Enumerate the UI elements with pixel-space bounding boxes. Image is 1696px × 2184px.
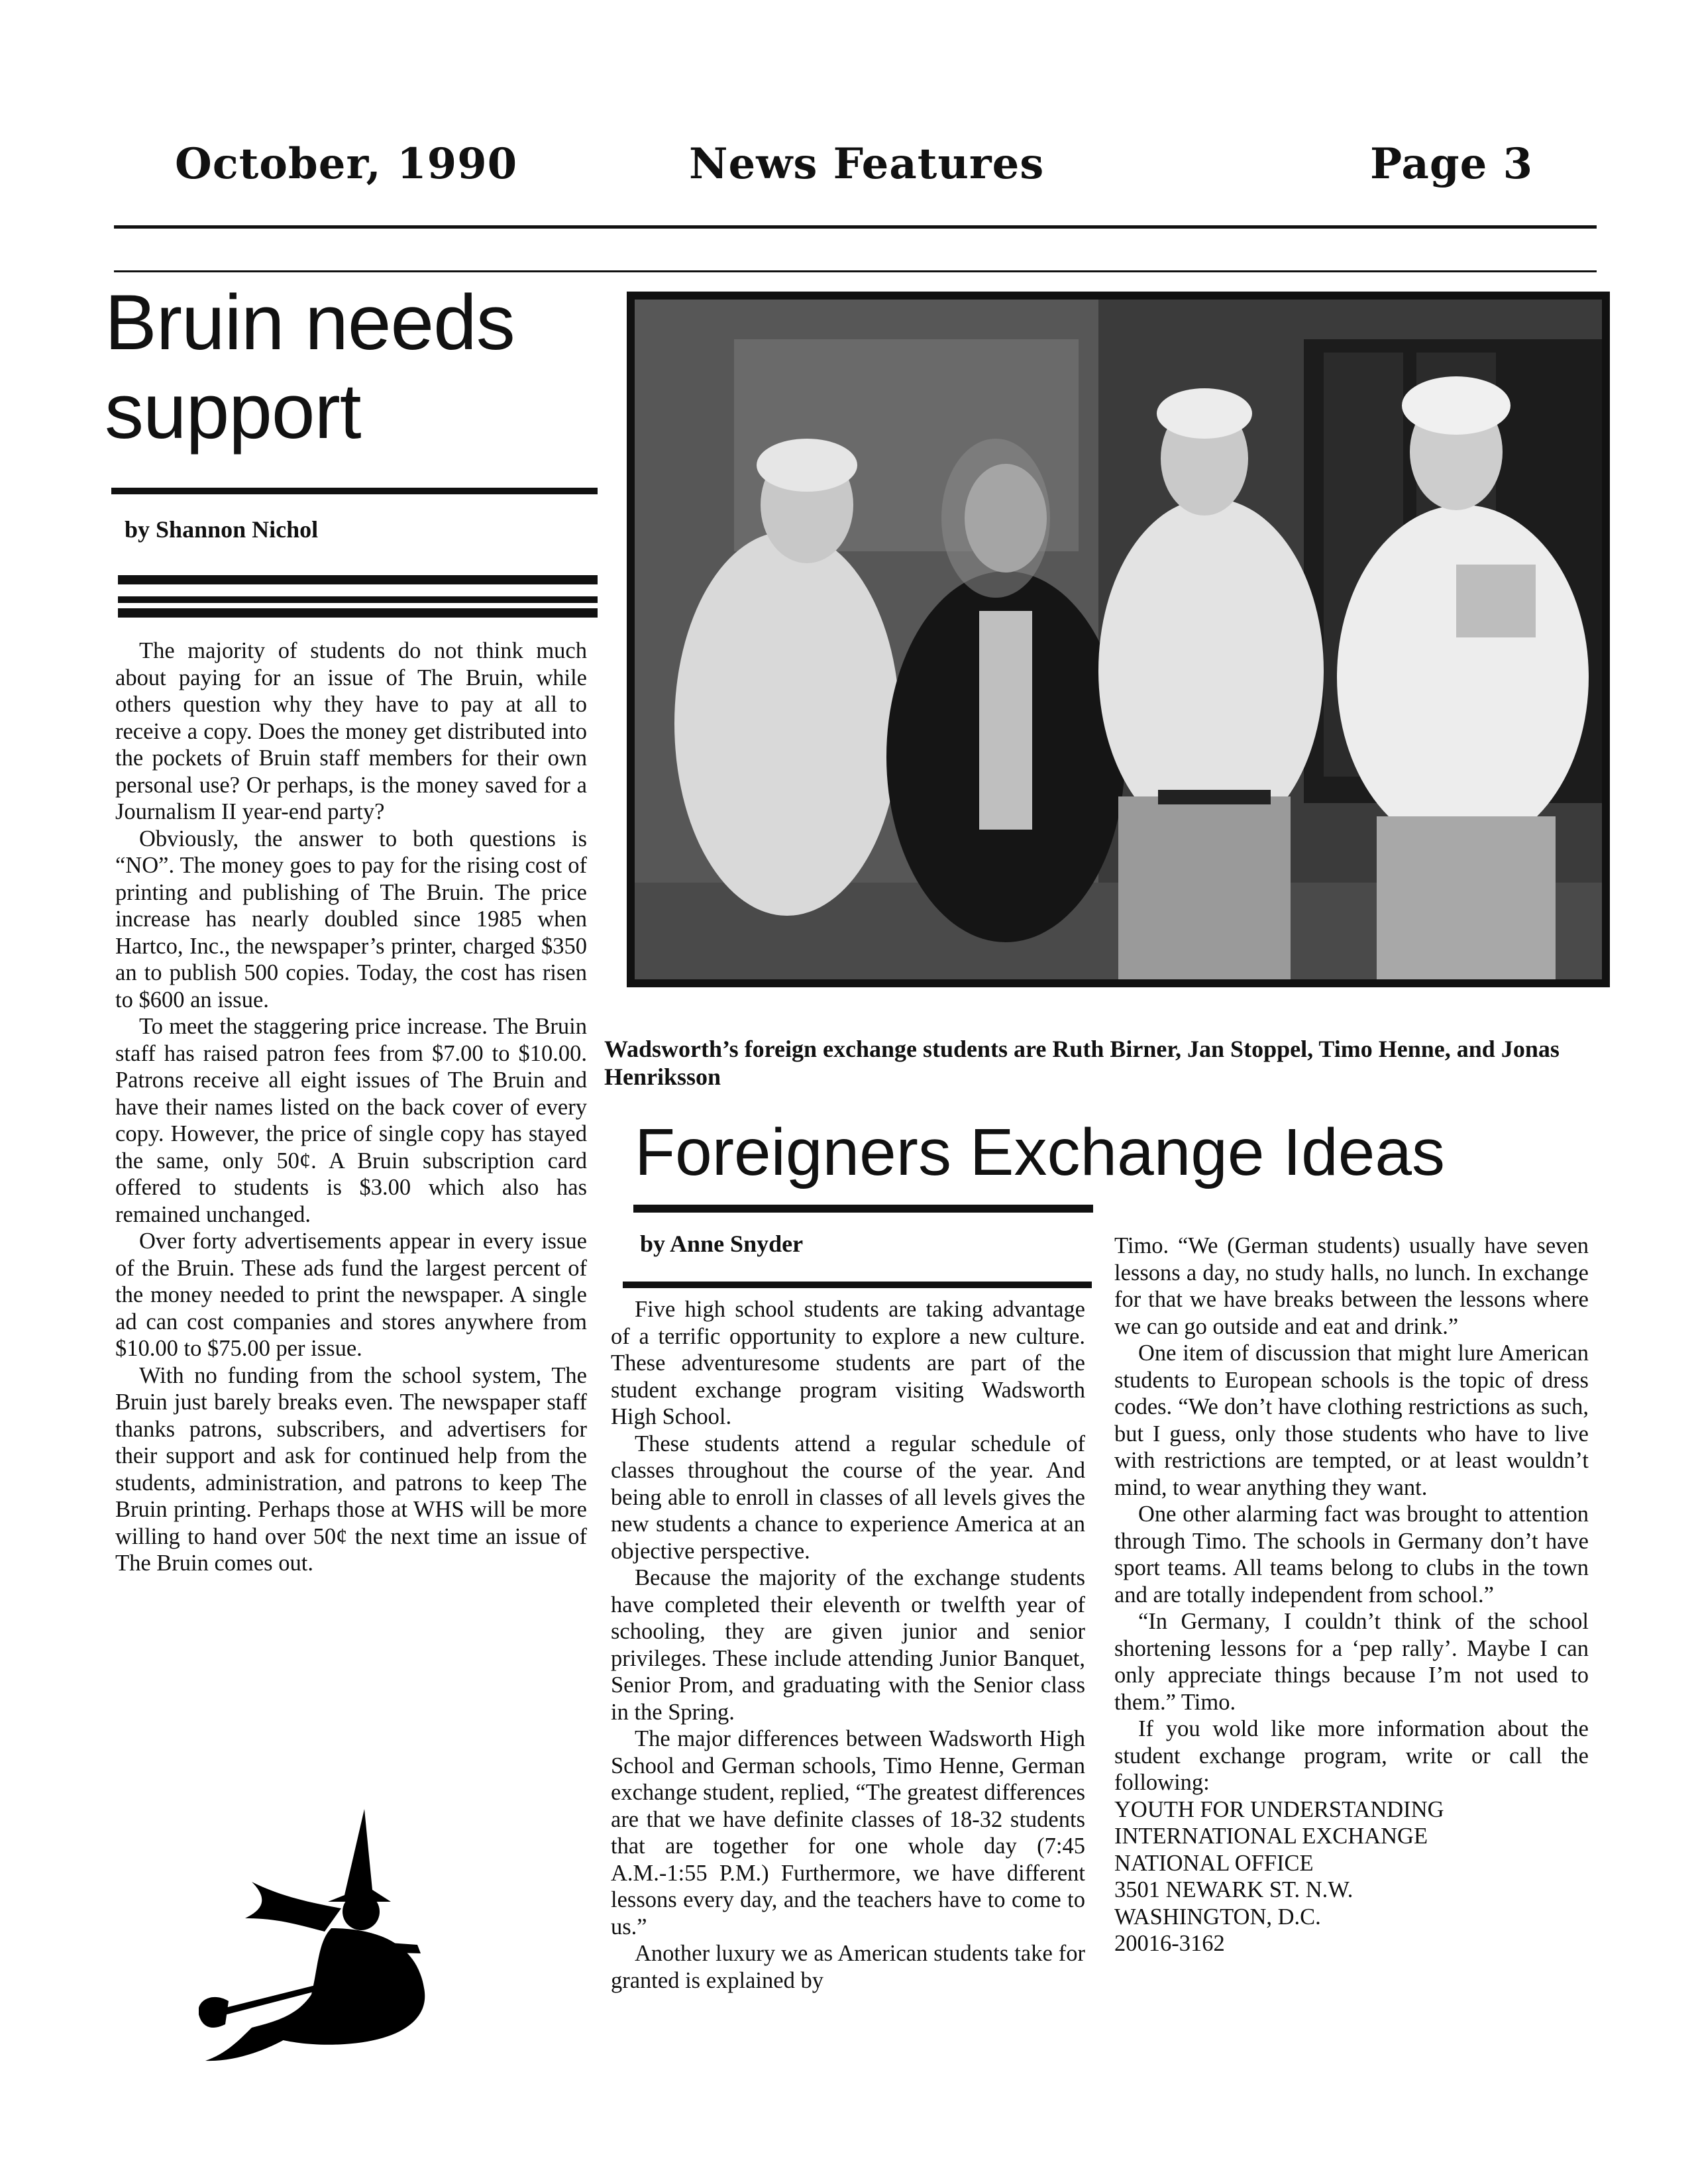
article2-paragraph: Another luxury we as American students take for granted is explained by <box>611 1941 1085 1993</box>
article1-paragraph: The majority of students do not think much about paying for an issue of The Bruin, while others question why they have to pay at all to receive a copy. Does the money get distributed into the pockets of Bruin staff members for their own personal use? Or perhaps, is the money saved for a Journalism II year-end party? <box>115 638 587 824</box>
address-line: INTERNATIONAL EXCHANGE <box>1114 1824 1428 1849</box>
article2-paragraph: These students attend a regular schedule of classes throughout the course of the year. And being able to enroll in classes of all levels gives the new students a chance to experience America at an objective perspective. <box>611 1431 1085 1564</box>
article2-paragraph: Because the majority of the exchange students have completed their eleventh or twelfth year of schooling, they are given junior and senior privileges. These include attending Junior Banquet, Senior Prom, and graduating with the Senior class in the Spring. <box>611 1565 1085 1725</box>
header-rule-bottom <box>114 270 1597 272</box>
article1-paragraph: To meet the staggering price increase. The Bruin staff has raised patron fees from $7.00 to $10.00. Patrons receive all eight issues of The Bruin and have their names listed on the back cover of every copy. However, the price of single copy has stayed the same, only 50¢. A Bruin subscription card offered to students is $3.00 which also has remained unchanged. <box>115 1014 587 1227</box>
article2-paragraph: Five high school students are taking advantage of a terrific opportunity to explore a new culture. These adventuresome students are part of the student exchange program visiting Wadsworth High School. <box>611 1297 1085 1429</box>
article2-paragraph: One item of discussion that might lure American students to European schools is the topic of dress codes. “We don’t have clothing restrictions as such, but I guess, only those students who have to live with restrictions are tempted, or at least wouldn’t mind, to wear anything they want. <box>1114 1340 1589 1500</box>
photo-illustration <box>635 300 1602 979</box>
article1-rule-4 <box>118 608 598 618</box>
article1-rule-3 <box>118 596 598 603</box>
article1-paragraph: With no funding from the school system, The Bruin just barely breaks even. The newspaper staff thanks patrons, subscribers, and advertisers for their support and ask for continued help from the students, administration, and patrons to keep The Bruin printing. Perhaps those at WHS will be more willing to hand over 50¢ the next time an issue of The Bruin comes out. <box>115 1362 587 1576</box>
article2-rule-2 <box>623 1282 1092 1288</box>
article2-column-b <box>1114 1232 1589 1957</box>
article2-paragraph: The major differences between Wadsworth High School and German schools, Timo Henne, German exchange student, replied, “The greatest differences are that we have definite classes of 18-32 students that are together for one whole day (7:45 A.M.-1:55 P.M.) Furthermore, we have different lessons every day, and the teachers have to come to us.” <box>611 1726 1085 1939</box>
article1-paragraph: Obviously, the answer to both questions is “NO”. The money goes to pay for the rising cost of printing and publishing of The Bruin. The price increase has nearly doubled since 1985 when Hartco, Inc., the newspaper’s printer, charged $350 an to publish 500 copies. Today, the cost has risen to $600 an issue. <box>115 826 587 1012</box>
section-title: News Features <box>689 139 1045 189</box>
address-line: YOUTH FOR UNDERSTANDING <box>1114 1796 1444 1822</box>
article1-rule-2 <box>118 575 598 584</box>
article2-byline: by Anne Snyder <box>640 1230 804 1257</box>
header-rule-top <box>114 225 1597 229</box>
article2-paragraph: Timo. “We (German students) usually have seven lessons a day, no study halls, no lunch. In exchange for that we have breaks between the lessons where we can go outside and eat and drink.” <box>1114 1233 1589 1339</box>
article1-rule-1 <box>111 488 598 494</box>
article2-paragraph: One other alarming fact was brought to attention through Timo. The schools in Germany don’t have sport teams. All teams belong to clubs in the town and are totally independent from school.” <box>1114 1502 1589 1608</box>
address-line: WASHINGTON, D.C. <box>1114 1904 1321 1930</box>
article2-column-a <box>611 1296 1085 1994</box>
exchange-students-photo <box>627 292 1610 987</box>
article2-paragraph: If you wold like more information about the student exchange program, write or call the following: <box>1114 1716 1589 1795</box>
witch-silhouette-icon <box>199 1802 504 2067</box>
article2-rule-1 <box>633 1205 1093 1213</box>
address-line: NATIONAL OFFICE <box>1114 1850 1314 1876</box>
address-line: 3501 NEWARK ST. N.W. <box>1114 1877 1353 1902</box>
article1-body <box>115 637 587 1577</box>
photo-caption: Wadsworth’s foreign exchange students are Ruth Birner, Jan Stoppel, Timo Henne, and Jonas Henriksson <box>604 1036 1560 1090</box>
issue-date: October, 1990 <box>175 139 518 189</box>
article1-byline: by Shannon Nichol <box>125 516 319 543</box>
page-number: Page 3 <box>1370 139 1534 189</box>
article1-headline: Bruin needs support <box>105 279 515 455</box>
article2-paragraph: “In Germany, I couldn’t think of the school shortening lessons for a ‘pep rally’. Maybe I can only appreciate things because I’m not used to them.” Timo. <box>1114 1609 1589 1715</box>
article2-headline: Foreigners Exchange Ideas <box>635 1115 1445 1189</box>
address-line: 20016-3162 <box>1114 1931 1225 1956</box>
article1-paragraph: Over forty advertisements appear in every issue of the Bruin. These ads fund the largest percent of the money needed to print the newspaper. A single ad can cost companies and stores anywhere from $10.00 to $75.00 per issue. <box>115 1228 587 1361</box>
